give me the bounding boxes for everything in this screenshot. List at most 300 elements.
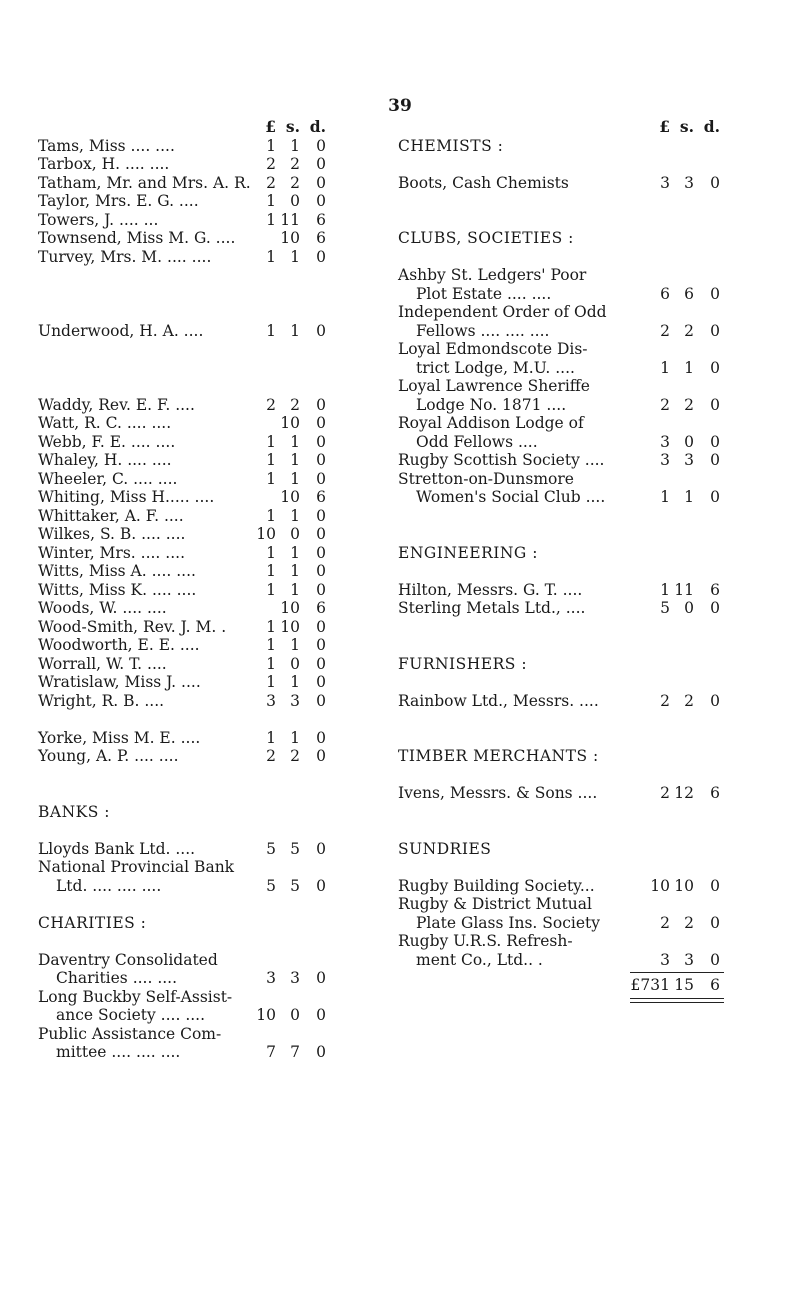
entry-name: Rugby U.R.S. Refresh- bbox=[398, 932, 573, 950]
amount-pence: 0 bbox=[316, 839, 326, 858]
entry-row bbox=[38, 396, 378, 415]
amount-pence: 6 bbox=[710, 580, 720, 599]
amount-pounds: 2 bbox=[266, 173, 276, 192]
amount-shillings: 1 bbox=[290, 728, 300, 747]
entry-name: Wright, R. B. .... bbox=[38, 691, 165, 710]
entry-row bbox=[38, 137, 378, 156]
section-heading: ENGINEERING : bbox=[398, 543, 538, 562]
spacer bbox=[398, 636, 770, 655]
spacer bbox=[38, 377, 378, 396]
amount-pence: 6 bbox=[316, 229, 326, 247]
entry-row bbox=[38, 951, 378, 970]
amount-pence: 0 bbox=[316, 617, 326, 636]
entry-name: Yorke, Miss M. E. .... bbox=[38, 728, 201, 747]
entry-row bbox=[398, 359, 770, 378]
entry-row bbox=[398, 377, 770, 396]
amount-shillings: 1 bbox=[290, 543, 300, 562]
amount-pounds: 1 bbox=[266, 654, 276, 673]
entry-row bbox=[398, 895, 770, 914]
amount-shillings: 1 bbox=[290, 469, 300, 488]
amount-pence: 0 bbox=[316, 321, 326, 340]
amount-shillings: 10 bbox=[280, 414, 300, 432]
entry-name: Whittaker, A. F. .... bbox=[38, 506, 184, 525]
entry-name: Lloyds Bank Ltd. .... bbox=[38, 839, 196, 858]
entry-row bbox=[398, 599, 770, 618]
amount-shillings: 3 bbox=[290, 691, 300, 710]
entry-row bbox=[398, 322, 770, 341]
amount-shillings: 11 bbox=[674, 580, 694, 599]
spacer bbox=[38, 932, 378, 951]
shillings-header: s. bbox=[679, 117, 694, 136]
spacer bbox=[38, 266, 378, 285]
entry-row bbox=[38, 840, 378, 859]
amount-pounds: 2 bbox=[660, 784, 670, 802]
amount-pounds: 2 bbox=[660, 321, 670, 340]
pounds-header: £ bbox=[659, 117, 670, 136]
entry-name: Stretton-on-Dunsmore bbox=[398, 469, 574, 488]
amount-shillings: 3 bbox=[290, 969, 300, 987]
amount-pounds: 2 bbox=[660, 395, 670, 414]
amount-shillings: 3 bbox=[684, 451, 694, 469]
amount-pounds: 1 bbox=[266, 580, 276, 599]
amount-shillings: 10 bbox=[280, 488, 300, 506]
amount-pence: 0 bbox=[316, 1006, 326, 1024]
spacer bbox=[398, 673, 770, 692]
section-heading: CHEMISTS : bbox=[398, 136, 504, 155]
amount-shillings: 1 bbox=[290, 562, 300, 580]
column-header bbox=[38, 118, 378, 137]
spacer bbox=[398, 507, 770, 526]
amount-shillings: 0 bbox=[290, 192, 300, 210]
amount-pounds: 3 bbox=[660, 451, 670, 469]
entry-row bbox=[38, 451, 378, 470]
entry-row bbox=[398, 451, 770, 470]
entry-name: Women's Social Club .... bbox=[416, 488, 606, 506]
spacer bbox=[398, 766, 770, 785]
section-heading: CHARITIES : bbox=[38, 913, 147, 932]
pence-header: d. bbox=[309, 117, 326, 136]
entry-name: Ashby St. Ledgers' Poor bbox=[398, 266, 587, 284]
entry-name: Turvey, Mrs. M. .... .... bbox=[38, 247, 212, 266]
amount-pence: 0 bbox=[316, 451, 326, 469]
entry-name: Ltd. .... .... .... bbox=[56, 876, 162, 895]
amount-shillings: 2 bbox=[684, 321, 694, 340]
total-row bbox=[398, 976, 770, 995]
amount-shillings: 2 bbox=[290, 395, 300, 414]
total-shillings: 15 bbox=[674, 976, 694, 994]
amount-pounds: 6 bbox=[660, 284, 670, 303]
entry-row bbox=[398, 877, 770, 896]
amount-pounds: 2 bbox=[660, 913, 670, 932]
amount-pence: 0 bbox=[710, 432, 720, 451]
amount-pounds: 1 bbox=[660, 358, 670, 377]
amount-pence: 0 bbox=[316, 173, 326, 192]
amount-pence: 0 bbox=[710, 321, 720, 340]
entry-name: Loyal Lawrence Sheriffe bbox=[398, 377, 590, 395]
amount-pence: 0 bbox=[316, 876, 326, 895]
amount-pence: 0 bbox=[316, 636, 326, 654]
entry-row bbox=[398, 174, 770, 193]
amount-pence: 0 bbox=[316, 247, 326, 266]
amount-pence: 6 bbox=[316, 488, 326, 506]
amount-shillings: 2 bbox=[290, 747, 300, 765]
amount-shillings: 5 bbox=[290, 839, 300, 858]
entry-row bbox=[38, 618, 378, 637]
amount-shillings: 1 bbox=[290, 136, 300, 155]
entry-row bbox=[38, 470, 378, 489]
spacer bbox=[398, 858, 770, 877]
amount-shillings: 1 bbox=[684, 358, 694, 377]
entry-row bbox=[38, 507, 378, 526]
entry-row bbox=[38, 877, 378, 896]
amount-pounds: 3 bbox=[660, 950, 670, 969]
amount-pence: 0 bbox=[316, 432, 326, 451]
amount-pence: 0 bbox=[316, 673, 326, 691]
entry-name: Odd Fellows .... bbox=[416, 432, 538, 451]
spacer bbox=[38, 285, 378, 304]
entry-name: Watt, R. C. .... .... bbox=[38, 414, 172, 432]
entry-name: trict Lodge, M.U. .... bbox=[416, 358, 575, 377]
entry-row bbox=[38, 729, 378, 748]
entry-name: ment Co., Ltd.. . bbox=[416, 950, 543, 969]
entry-row bbox=[38, 248, 378, 267]
entry-row bbox=[398, 488, 770, 507]
amount-shillings: 12 bbox=[674, 784, 694, 802]
amount-shillings: 3 bbox=[684, 950, 694, 969]
amount-pence: 0 bbox=[316, 192, 326, 210]
entry-name: Whiting, Miss H..... .... bbox=[38, 488, 215, 506]
amount-pounds: 1 bbox=[266, 469, 276, 488]
amount-pence: 0 bbox=[316, 525, 326, 543]
amount-shillings: 11 bbox=[280, 210, 300, 229]
entry-name: Tams, Miss .... .... bbox=[38, 136, 175, 155]
entry-name: Wilkes, S. B. .... .... bbox=[38, 525, 186, 543]
amount-pounds: 1 bbox=[266, 562, 276, 580]
pence-header: d. bbox=[703, 117, 720, 136]
amount-pence: 0 bbox=[710, 358, 720, 377]
page-number: 39 bbox=[388, 96, 412, 116]
entry-name: Rugby Scottish Society .... bbox=[398, 451, 605, 469]
spacer bbox=[38, 359, 378, 378]
entry-row bbox=[38, 1043, 378, 1062]
spacer bbox=[398, 248, 770, 267]
entry-row bbox=[398, 303, 770, 322]
entry-name: Tarbox, H. .... .... bbox=[38, 155, 170, 173]
entry-row bbox=[38, 433, 378, 452]
spacer bbox=[398, 211, 770, 230]
amount-shillings: 0 bbox=[290, 654, 300, 673]
section-heading: BANKS : bbox=[38, 802, 110, 821]
amount-pence: 6 bbox=[710, 784, 720, 802]
amount-pence: 6 bbox=[316, 210, 326, 229]
amount-pounds: 3 bbox=[266, 969, 276, 987]
amount-pence: 0 bbox=[316, 395, 326, 414]
entry-name: Loyal Edmondscote Dis- bbox=[398, 340, 588, 358]
amount-pence: 0 bbox=[316, 969, 326, 987]
entry-row bbox=[398, 914, 770, 933]
amount-pounds: 10 bbox=[256, 525, 276, 543]
entry-name: Underwood, H. A. .... bbox=[38, 321, 204, 340]
amount-shillings: 0 bbox=[290, 525, 300, 543]
entry-name: Towers, J. .... ... bbox=[38, 210, 159, 229]
entry-row bbox=[38, 988, 378, 1007]
spacer bbox=[398, 562, 770, 581]
amount-pence: 0 bbox=[316, 155, 326, 173]
amount-shillings: 1 bbox=[290, 636, 300, 654]
amount-shillings: 1 bbox=[290, 580, 300, 599]
entry-row bbox=[38, 488, 378, 507]
entry-name: Fellows .... .... .... bbox=[416, 321, 550, 340]
amount-pounds: 1 bbox=[266, 451, 276, 469]
entry-name: Witts, Miss K. .... .... bbox=[38, 580, 197, 599]
entry-name: Charities .... .... bbox=[56, 969, 178, 987]
entry-name: Young, A. P. .... .... bbox=[38, 747, 179, 765]
entry-name: Rainbow Ltd., Messrs. .... bbox=[398, 691, 599, 710]
entry-row bbox=[398, 581, 770, 600]
amount-shillings: 3 bbox=[684, 173, 694, 192]
amount-shillings: 2 bbox=[684, 913, 694, 932]
entry-row bbox=[38, 562, 378, 581]
entry-name: Webb, F. E. .... .... bbox=[38, 432, 176, 451]
entry-row bbox=[38, 174, 378, 193]
entry-name: Daventry Consolidated bbox=[38, 950, 218, 969]
amount-shillings: 2 bbox=[290, 173, 300, 192]
entry-name: Taylor, Mrs. E. G. .... bbox=[38, 192, 199, 210]
amount-pounds: 1 bbox=[266, 506, 276, 525]
spacer bbox=[398, 192, 770, 211]
amount-pounds: 1 bbox=[266, 136, 276, 155]
entry-name: Plot Estate .... .... bbox=[416, 284, 552, 303]
amount-pence: 0 bbox=[316, 747, 326, 765]
amount-pounds: 1 bbox=[266, 617, 276, 636]
spacer bbox=[398, 803, 770, 822]
amount-shillings: 10 bbox=[674, 876, 694, 895]
amount-pounds: 1 bbox=[266, 192, 276, 210]
entry-row bbox=[398, 340, 770, 359]
entry-name: Rugby & District Mutual bbox=[398, 895, 592, 913]
amount-shillings: 7 bbox=[290, 1043, 300, 1061]
amount-pounds: 1 bbox=[266, 432, 276, 451]
spacer bbox=[38, 303, 378, 322]
entry-row bbox=[38, 322, 378, 341]
entry-row bbox=[38, 747, 378, 766]
amount-pounds: 1 bbox=[266, 210, 276, 229]
amount-pence: 0 bbox=[710, 488, 720, 506]
amount-pounds: 3 bbox=[660, 173, 670, 192]
entry-name: Woodworth, E. E. .... bbox=[38, 636, 200, 654]
entry-row bbox=[398, 396, 770, 415]
amount-shillings: 10 bbox=[280, 599, 300, 617]
entry-name: mittee .... .... .... bbox=[56, 1043, 181, 1061]
entry-row bbox=[38, 858, 378, 877]
entry-row bbox=[398, 433, 770, 452]
spacer bbox=[38, 784, 378, 803]
spacer bbox=[398, 729, 770, 748]
amount-pounds: 10 bbox=[256, 1006, 276, 1024]
amount-pounds: 3 bbox=[266, 691, 276, 710]
entry-row bbox=[398, 414, 770, 433]
entry-row bbox=[398, 692, 770, 711]
amount-pence: 0 bbox=[316, 691, 326, 710]
amount-pounds: 1 bbox=[266, 247, 276, 266]
amount-pounds: 2 bbox=[266, 395, 276, 414]
entry-name: Winter, Mrs. .... .... bbox=[38, 543, 185, 562]
amount-shillings: 1 bbox=[290, 673, 300, 691]
section-heading: FURNISHERS : bbox=[398, 654, 528, 673]
entry-row bbox=[398, 266, 770, 285]
amount-pence: 0 bbox=[316, 543, 326, 562]
amount-pounds: 5 bbox=[266, 839, 276, 858]
amount-shillings: 1 bbox=[290, 451, 300, 469]
spacer bbox=[38, 340, 378, 359]
amount-shillings: 10 bbox=[280, 617, 300, 636]
entry-row bbox=[38, 581, 378, 600]
amount-pounds: 1 bbox=[266, 543, 276, 562]
amount-pence: 0 bbox=[316, 1043, 326, 1061]
entry-name: Wheeler, C. .... .... bbox=[38, 469, 178, 488]
spacer bbox=[38, 821, 378, 840]
amount-pounds: 10 bbox=[650, 876, 670, 895]
amount-pounds: 5 bbox=[266, 876, 276, 895]
entry-name: Wood-Smith, Rev. J. M. . bbox=[38, 617, 227, 636]
amount-shillings: 5 bbox=[290, 876, 300, 895]
amount-pence: 0 bbox=[710, 173, 720, 192]
amount-pounds: 3 bbox=[660, 432, 670, 451]
amount-pence: 0 bbox=[316, 136, 326, 155]
entry-row bbox=[38, 1006, 378, 1025]
entry-row bbox=[398, 285, 770, 304]
section-heading: TIMBER MERCHANTS : bbox=[398, 747, 599, 765]
entry-name: Whaley, H. .... .... bbox=[38, 451, 172, 469]
entry-name: Lodge No. 1871 .... bbox=[416, 395, 567, 414]
entry-name: Townsend, Miss M. G. .... bbox=[38, 229, 236, 247]
entry-name: Wratislaw, Miss J. .... bbox=[38, 673, 201, 691]
total-pence: 6 bbox=[710, 976, 720, 994]
amount-shillings: 0 bbox=[684, 599, 694, 617]
entry-row bbox=[38, 692, 378, 711]
entry-name: Boots, Cash Chemists bbox=[398, 173, 569, 192]
spacer bbox=[398, 710, 770, 729]
amount-pence: 0 bbox=[710, 691, 720, 710]
spacer bbox=[398, 525, 770, 544]
amount-pence: 0 bbox=[316, 414, 326, 432]
amount-shillings: 6 bbox=[684, 284, 694, 303]
entry-name: Public Assistance Com- bbox=[38, 1024, 222, 1043]
amount-shillings: 10 bbox=[280, 229, 300, 247]
amount-pence: 0 bbox=[316, 728, 326, 747]
entry-row bbox=[38, 414, 378, 433]
amount-shillings: 1 bbox=[290, 432, 300, 451]
amount-pounds: 1 bbox=[660, 488, 670, 506]
amount-pence: 0 bbox=[710, 876, 720, 895]
amount-shillings: 0 bbox=[684, 432, 694, 451]
entry-row bbox=[38, 636, 378, 655]
section-heading: SUNDRIES bbox=[398, 839, 492, 858]
entry-row bbox=[38, 673, 378, 692]
amount-pence: 0 bbox=[710, 913, 720, 932]
entry-row bbox=[38, 544, 378, 563]
entry-name: Rugby Building Society... bbox=[398, 876, 595, 895]
entry-name: Long Buckby Self-Assist- bbox=[38, 987, 233, 1006]
entry-name: Royal Addison Lodge of bbox=[398, 414, 584, 432]
spacer bbox=[398, 618, 770, 637]
total-pounds: £731 bbox=[630, 976, 670, 994]
entry-name: Sterling Metals Ltd., .... bbox=[398, 599, 586, 617]
entry-row bbox=[398, 470, 770, 489]
entry-row bbox=[38, 655, 378, 674]
amount-pounds: 2 bbox=[660, 691, 670, 710]
spacer bbox=[398, 821, 770, 840]
amount-pounds: 5 bbox=[660, 599, 670, 617]
entry-name: Hilton, Messrs. G. T. .... bbox=[398, 580, 583, 599]
pounds-header: £ bbox=[265, 117, 276, 136]
spacer bbox=[38, 710, 378, 729]
entry-name: Woods, W. .... .... bbox=[38, 599, 167, 617]
entry-row bbox=[398, 932, 770, 951]
entry-name: Plate Glass Ins. Society bbox=[416, 913, 601, 932]
shillings-header: s. bbox=[285, 117, 300, 136]
entry-row bbox=[398, 784, 770, 803]
column-header bbox=[398, 118, 770, 137]
entry-name: Witts, Miss A. .... .... bbox=[38, 562, 196, 580]
amount-pounds: 1 bbox=[660, 580, 670, 599]
amount-pence: 0 bbox=[710, 451, 720, 469]
spacer bbox=[398, 155, 770, 174]
amount-pounds: 2 bbox=[266, 155, 276, 173]
amount-pounds: 1 bbox=[266, 728, 276, 747]
entry-row bbox=[38, 969, 378, 988]
entry-name: Independent Order of Odd bbox=[398, 303, 607, 321]
amount-pence: 0 bbox=[316, 469, 326, 488]
amount-shillings: 2 bbox=[684, 395, 694, 414]
entry-row bbox=[38, 525, 378, 544]
amount-shillings: 1 bbox=[290, 247, 300, 266]
total-rule bbox=[630, 972, 724, 973]
entry-row bbox=[398, 951, 770, 970]
amount-shillings: 1 bbox=[684, 488, 694, 506]
entry-row bbox=[38, 211, 378, 230]
entry-name: Ivens, Messrs. & Sons .... bbox=[398, 784, 598, 802]
entry-row bbox=[38, 599, 378, 618]
amount-pence: 0 bbox=[710, 950, 720, 969]
amount-pence: 0 bbox=[316, 580, 326, 599]
amount-pounds: 1 bbox=[266, 673, 276, 691]
entry-name: ance Society .... .... bbox=[56, 1006, 206, 1024]
entry-name: Worrall, W. T. .... bbox=[38, 654, 167, 673]
section-heading: CLUBS, SOCIETIES : bbox=[398, 229, 574, 247]
entry-name: Waddy, Rev. E. F. .... bbox=[38, 395, 195, 414]
amount-pence: 0 bbox=[316, 654, 326, 673]
amount-pounds: 2 bbox=[266, 747, 276, 765]
amount-shillings: 1 bbox=[290, 506, 300, 525]
amount-shillings: 0 bbox=[290, 1006, 300, 1024]
entry-row bbox=[38, 155, 378, 174]
amount-pence: 0 bbox=[710, 284, 720, 303]
amount-shillings: 2 bbox=[290, 155, 300, 173]
total-double-rule bbox=[630, 998, 724, 1003]
spacer bbox=[38, 895, 378, 914]
entry-row bbox=[38, 192, 378, 211]
entry-name: National Provincial Bank bbox=[38, 858, 235, 876]
amount-shillings: 1 bbox=[290, 321, 300, 340]
amount-pence: 6 bbox=[316, 599, 326, 617]
amount-shillings: 2 bbox=[684, 691, 694, 710]
left-column bbox=[38, 118, 378, 1062]
entry-name: Tatham, Mr. and Mrs. A. R. bbox=[38, 173, 251, 192]
amount-pence: 0 bbox=[316, 506, 326, 525]
amount-pence: 0 bbox=[710, 599, 720, 617]
amount-pounds: 1 bbox=[266, 321, 276, 340]
